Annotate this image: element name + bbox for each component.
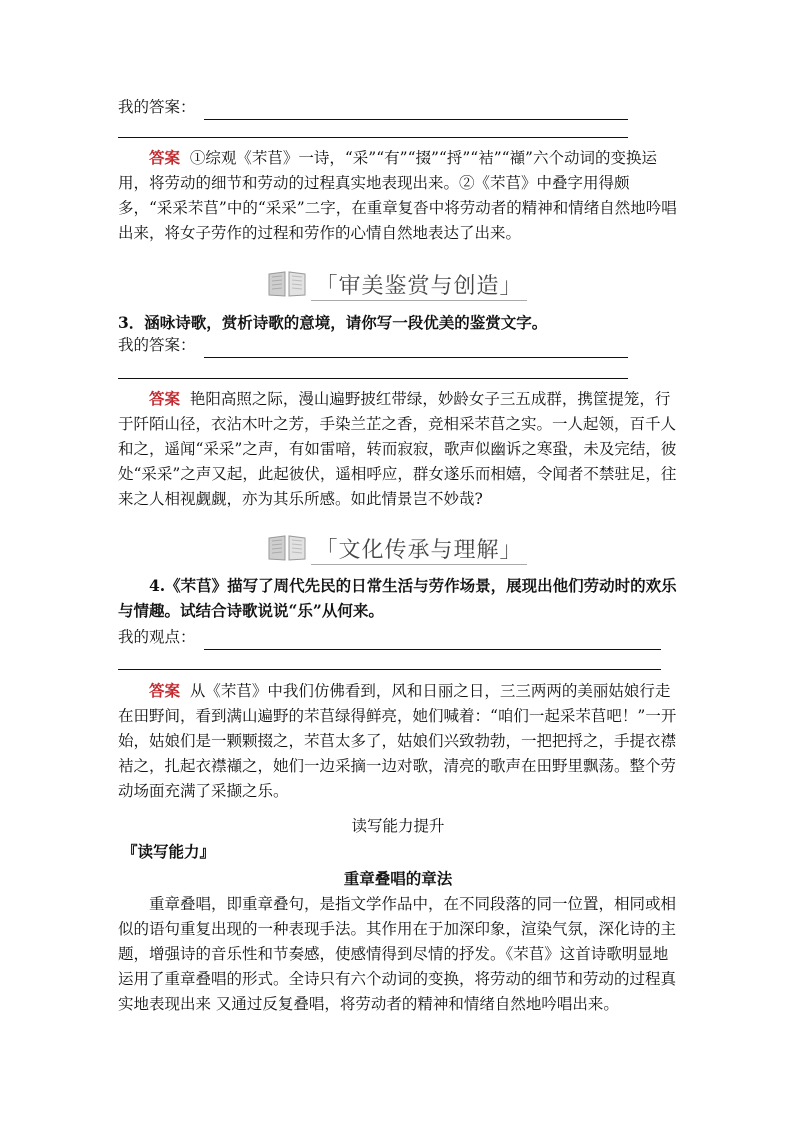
answer-line xyxy=(204,342,628,358)
book-icon xyxy=(267,268,307,302)
answer-line-2 xyxy=(118,378,628,379)
q4-question xyxy=(118,573,678,623)
view-line xyxy=(204,634,661,650)
section-banner-aesthetic xyxy=(0,268,794,302)
section-title: 「审美鉴赏与创造」 xyxy=(311,269,526,301)
answer-label: 我的答案： xyxy=(118,98,196,116)
answer-tag: 答案 xyxy=(149,681,181,700)
answer-text: 艳阳高照之际，漫山遍野披红带绿，妙龄女子三五成群，携筐提笼，行于阡陌山径，衣沾木叶之芳，手染兰芷之香，竞相采芣苢之实。一人起领，百千人和之，遥闻“采采”之声，有如雷喑，转而寂寂，歌声似幽诉之寒蛩，未及完结，彼处“采采”之声又起，此起彼伏，遥相呼应，群女遂乐而相嬉，令闻者不禁驻足，往来之人相视觑觑，亦为其乐所感。如此情景岂不妙哉? xyxy=(118,390,677,508)
improve-tag: 『读写能力』 xyxy=(122,842,216,861)
answer-tag: 答案 xyxy=(149,389,181,408)
view-label: 我的观点： xyxy=(118,628,196,646)
q2-answer xyxy=(118,145,678,246)
answer-tag: 答案 xyxy=(149,148,181,167)
improve-body: 重章叠唱，即重章叠句，是指文学作品中，在不同段落的同一位置，相同或相似的语句重复出现的一种表现手法。其作用在于加深印象，渲染气氛，深化诗的主题，增强诗的音乐性和节奏感，使感情得到尽情的抒发。《芣苢》这首诗歌明显地运用了重章叠唱的形式。全诗只有六个动词的变换，将劳动的细节和劳动的过程真实地表现出来 又通过反复叠唱，将劳动者的精神和情绪自然地吟唱出来。 xyxy=(118,895,677,1013)
improve-subtitle: 重章叠唱的章法 xyxy=(343,869,453,888)
q3-answer xyxy=(118,386,678,512)
section-title: 「文化传承与理解」 xyxy=(311,533,526,565)
question-text: 3．涵咏诗歌，赏析诗歌的意境，请你写一段优美的鉴赏文字。 xyxy=(118,313,548,332)
q2-answer-input-row xyxy=(118,94,628,120)
answer-label: 我的答案： xyxy=(118,336,196,354)
q3-answer-input-row xyxy=(118,332,628,358)
q4-view-input-row xyxy=(118,624,661,650)
view-line-2 xyxy=(118,669,661,670)
answer-text: ①综观《芣苢》一诗，“采”“有”“掇”“捋”“袺”“襭”六个动词的变换运用，将劳动的细节和劳动的过程真实地表现出来。②《芣苢》中叠字用得颇多，“采采芣苢”中的“采采”二字，在重章复沓中将劳动者的精神和情绪自然地吟唱出来，将女子劳作的过程和劳作的心情自然地表达了出来。 xyxy=(118,149,677,242)
section-banner-culture xyxy=(0,532,794,566)
q4-answer xyxy=(118,678,678,804)
answer-line-2 xyxy=(118,137,628,138)
answer-text: 从《芣苢》中我们仿佛看到，风和日丽之日，三三两两的美丽姑娘行走在田野间，看到满山遍野的芣苢绿得鲜亮，她们喊着：“咱们一起采芣苢吧！”一开始，姑娘们是一颗颗掇之，芣苢太多了，姑娘们兴致勃勃，一把把捋之，手提衣襟袺之，扎起衣襟襭之，她们一边采摘一边对歌，清亮的歌声在田野里飘荡。整个劳动场面充满了采撷之乐。 xyxy=(118,682,677,800)
improve-heading: 读写能力提升 xyxy=(351,817,445,835)
question-text: 4.《芣苢》描写了周代先民的日常生活与劳作场景，展现出他们劳动时的欢乐与情趣。试结合诗歌说说“乐”从何来。 xyxy=(118,576,677,620)
answer-line xyxy=(204,104,628,120)
book-icon xyxy=(267,532,307,566)
